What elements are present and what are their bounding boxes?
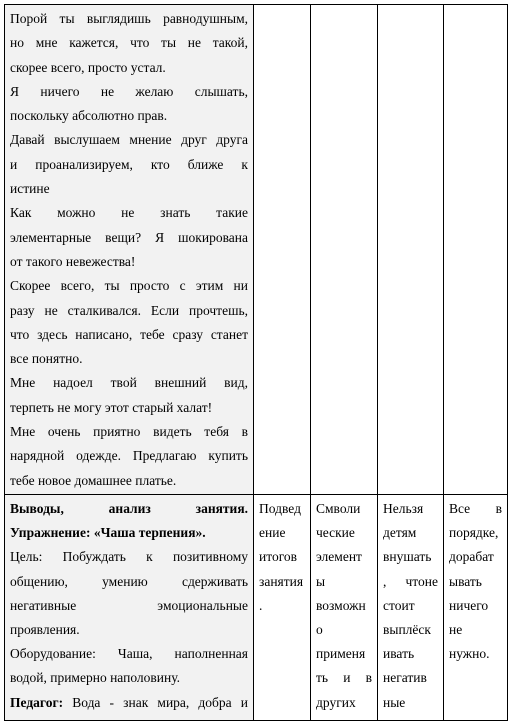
text-line: ивать xyxy=(383,646,415,662)
lesson-table xyxy=(4,4,508,721)
text-line: . xyxy=(259,597,263,613)
table-row xyxy=(5,5,508,495)
text-line: негативные эмоциональные xyxy=(10,597,248,613)
text-line: тебе новое домашнее платье. xyxy=(10,472,177,488)
text-line: терпеть не могу этот старый халат! xyxy=(10,399,213,415)
teacher-text: Вода - знак мира, добра и xyxy=(63,694,248,710)
text-line: поскольку абсолютно прав. xyxy=(10,108,168,124)
text-line: нарядной одежде. Предлагаю купить xyxy=(10,448,248,464)
goal-paragraph xyxy=(10,545,248,642)
text-line: элементарные вещи? Я шокирована xyxy=(10,229,248,245)
conclusion-cell xyxy=(5,495,254,721)
text-line: Мне надоел твой внешний вид, xyxy=(10,375,248,391)
text-line: Я ничего не желаю слышать, xyxy=(10,83,248,99)
equipment-paragraph xyxy=(10,642,248,690)
empty-cell xyxy=(378,5,444,495)
phrase-1 xyxy=(10,7,248,80)
table-row xyxy=(5,495,508,721)
text-line: стоит xyxy=(383,597,415,613)
symbols-cell xyxy=(311,495,378,721)
text-line: , чтоне xyxy=(383,573,438,589)
text-line: проявления. xyxy=(10,622,80,638)
text-line: Все в xyxy=(449,501,502,516)
section-title: Выводы, анализ занятия. xyxy=(10,501,248,516)
exercise-title: Упражнение: «Чаша терпения». xyxy=(10,525,206,541)
phrase-2 xyxy=(10,80,248,129)
text-line: занятия xyxy=(259,573,304,589)
text-line: Оборудование: Чаша, наполненная xyxy=(10,646,248,662)
text-line: Смволи xyxy=(316,501,361,516)
text-line: Цель: Побуждать к позитивному xyxy=(10,549,248,565)
phrase-7 xyxy=(10,420,248,493)
text-line: водой, примерно наполовину. xyxy=(10,670,180,686)
phrase-6 xyxy=(10,371,248,420)
text-line: но мне кажется, что ты не такой, xyxy=(10,35,248,51)
text-line: скорее всего, просто устал. xyxy=(10,59,166,75)
text-line: ческие xyxy=(316,525,355,541)
text-line: нужно. xyxy=(449,646,490,662)
summary-cell xyxy=(254,495,311,721)
dialogue-cell xyxy=(5,5,254,495)
text-line: и проанализируем, кто ближе к xyxy=(10,156,248,172)
phrase-5 xyxy=(10,274,248,371)
text-line: Порой ты выглядишь равнодушным, xyxy=(10,11,248,26)
text-line: Как можно не знать такие xyxy=(10,205,248,221)
text-line: дорабат xyxy=(449,549,494,565)
result-cell xyxy=(444,495,508,721)
advice-cell xyxy=(378,495,444,721)
text-line: что здесь написано, тебе сразу станет xyxy=(10,326,248,342)
teacher-line xyxy=(10,691,248,715)
text-line: разу не сталкивался. Если прочтешь, xyxy=(10,302,248,318)
text-line: применя xyxy=(316,646,366,662)
text-line: возможн xyxy=(316,597,366,613)
text-line: порядке, xyxy=(449,525,499,541)
text-line: ы xyxy=(316,573,326,589)
text-line: ничего xyxy=(449,597,489,613)
phrase-3 xyxy=(10,128,248,201)
text-line: Подвед xyxy=(259,501,301,516)
text-line: ывать xyxy=(449,573,482,589)
text-line: Давай выслушаем мнение друг друга xyxy=(10,132,248,148)
text-line: не xyxy=(449,622,463,638)
text-line: от такого невежества! xyxy=(10,253,136,269)
text-line: о xyxy=(316,622,323,638)
text-line: все понятно. xyxy=(10,351,83,367)
text-line: внушать xyxy=(383,549,432,565)
text-line: Нельзя xyxy=(383,501,424,516)
empty-cell xyxy=(444,5,508,495)
text-line: других xyxy=(316,694,356,710)
text-line: Мне очень приятно видеть тебя в xyxy=(10,424,248,440)
text-line: негатив xyxy=(383,670,427,686)
text-line: истине xyxy=(10,181,50,197)
text-line: элемент xyxy=(316,549,362,565)
teacher-label: Педагог: xyxy=(10,694,64,710)
empty-cell xyxy=(254,5,311,495)
text-line: выплёск xyxy=(383,622,431,638)
text-line: ные xyxy=(383,694,406,710)
phrase-4 xyxy=(10,201,248,274)
text-line: ть и в xyxy=(316,670,372,686)
text-line: детям xyxy=(383,525,417,541)
text-line: общению, умению сдерживать xyxy=(10,573,248,589)
empty-cell xyxy=(311,5,378,495)
text-line: итогов xyxy=(259,549,298,565)
text-line: ение xyxy=(259,525,286,541)
text-line: Скорее всего, ты просто с этим ни xyxy=(10,278,248,294)
